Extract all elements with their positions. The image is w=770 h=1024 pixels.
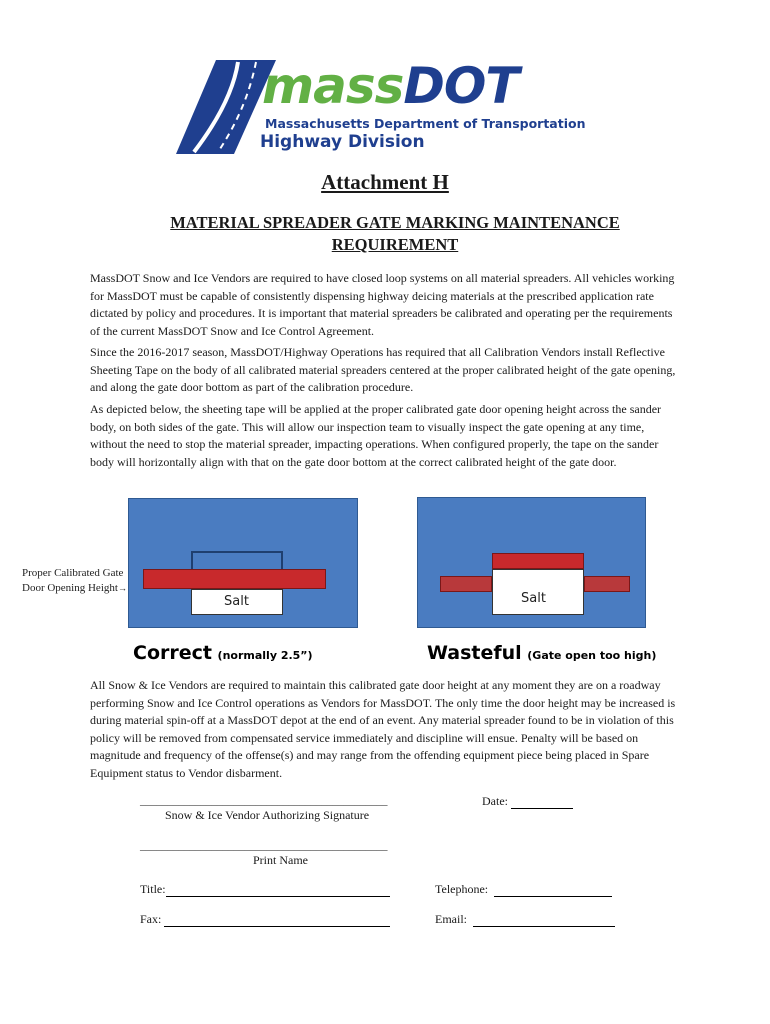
page-title: MATERIAL SPREADER GATE MARKING MAINTENANCE REQUIREMENT xyxy=(170,213,620,254)
title-input-line[interactable] xyxy=(166,896,390,897)
salt-box xyxy=(492,569,584,615)
fax-label: Fax: xyxy=(140,912,162,926)
telephone-label: Telephone: xyxy=(435,882,489,896)
date-field xyxy=(482,794,573,809)
side-label-line2: Door Opening Height xyxy=(22,582,118,594)
correct-caption-big: Correct xyxy=(133,642,212,664)
wasteful-diagram xyxy=(417,497,646,628)
logo-subtitle: Massachusetts Department of Transportation xyxy=(265,116,586,131)
fax-input-line[interactable] xyxy=(164,926,390,927)
wasteful-caption xyxy=(427,642,656,664)
logo-dot: DOT xyxy=(403,57,519,115)
email-input-line[interactable] xyxy=(473,926,615,927)
gate-door-tape-bar xyxy=(492,553,584,569)
calibrated-tape-bar xyxy=(143,569,326,589)
telephone-field xyxy=(435,882,612,897)
print-name-label: Print Name xyxy=(253,853,308,867)
salt-label: Salt xyxy=(521,591,546,606)
correct-caption-small: (normally 2.5”) xyxy=(217,649,313,662)
salt-label: Salt xyxy=(224,594,249,609)
vendor-signature-line[interactable]: _____________________________________________ xyxy=(140,795,388,807)
date-label: Date: xyxy=(482,794,508,808)
title-field xyxy=(140,882,390,897)
paragraph-requirement: Since the 2016-2017 season, MassDOT/Highway Operations has required that all Calibration Vendors install Reflective Sheeting Tape on the body of all calibrated material spreaders centered at the proper calibrated height of the gate opening, and along the gate door bottom as part of the calibration procedure. xyxy=(90,345,676,394)
body-tape-left xyxy=(440,576,492,592)
attachment-title: Attachment H xyxy=(321,170,449,194)
logo-wordmark xyxy=(262,56,519,116)
calibrated-height-label xyxy=(22,566,127,596)
email-label: Email: xyxy=(435,912,467,926)
side-label-line1: Proper Calibrated Gate xyxy=(22,567,124,579)
wasteful-caption-small: (Gate open too high) xyxy=(527,649,657,662)
date-input-line[interactable] xyxy=(511,808,573,809)
wasteful-caption-big: Wasteful xyxy=(427,642,522,664)
email-field xyxy=(435,912,615,927)
massdot-logo xyxy=(176,57,586,158)
arrow-right-icon: → xyxy=(117,583,127,593)
logo-mass: mass xyxy=(262,57,404,115)
fax-field xyxy=(140,912,390,927)
print-name-line[interactable]: _____________________________________________ xyxy=(140,840,388,852)
body-tape-right xyxy=(584,576,630,592)
paragraph-intro: MassDOT Snow and Ice Vendors are required to have closed loop systems on all material spreaders. All vehicles working for MassDOT must be capable of consistently dispensing highway deicing materials at the prescribed application rate dictated by policy and procedures. It is important that material spreaders be calibrated and operating per the requirements of the current MassDOT Snow and Ice Control Agreement. xyxy=(90,271,675,338)
correct-caption xyxy=(133,642,313,664)
logo-division: Highway Division xyxy=(260,132,425,152)
salt-box xyxy=(191,589,283,615)
paragraph-depiction: As depicted below, the sheeting tape will be applied at the proper calibrated gate door opening height across the sander body, on both sides of the gate. This will allow our inspection team to visually inspect the gate opening at any time, without the need to stop the material spreader, impacting operations. When configured properly, the tape on the sander body will horizontally align with that on the gate door bottom at the correct calibrated height of the gate door. xyxy=(90,402,662,469)
telephone-input-line[interactable] xyxy=(494,896,612,897)
paragraph-compliance: All Snow & Ice Vendors are required to maintain this calibrated gate door height at any moment they are on a roadway performing Snow and Ice Control operations as Vendors for MassDOT. The only time the door height may be increased is during material spin-off at a MassDOT depot at the end of an event. Any material spreader found to be in violation of this policy will be removed from compensated service immediately and discipline will ensue. Penalty will be based on magnitude and frequency of the offense(s) and may range from the offending equipment piece being placed in Spare Equipment status to Vendor disbarment. xyxy=(90,678,676,780)
title-label: Title: xyxy=(140,882,166,896)
correct-diagram xyxy=(128,498,358,628)
vendor-signature-label: Snow & Ice Vendor Authorizing Signature xyxy=(165,808,370,822)
